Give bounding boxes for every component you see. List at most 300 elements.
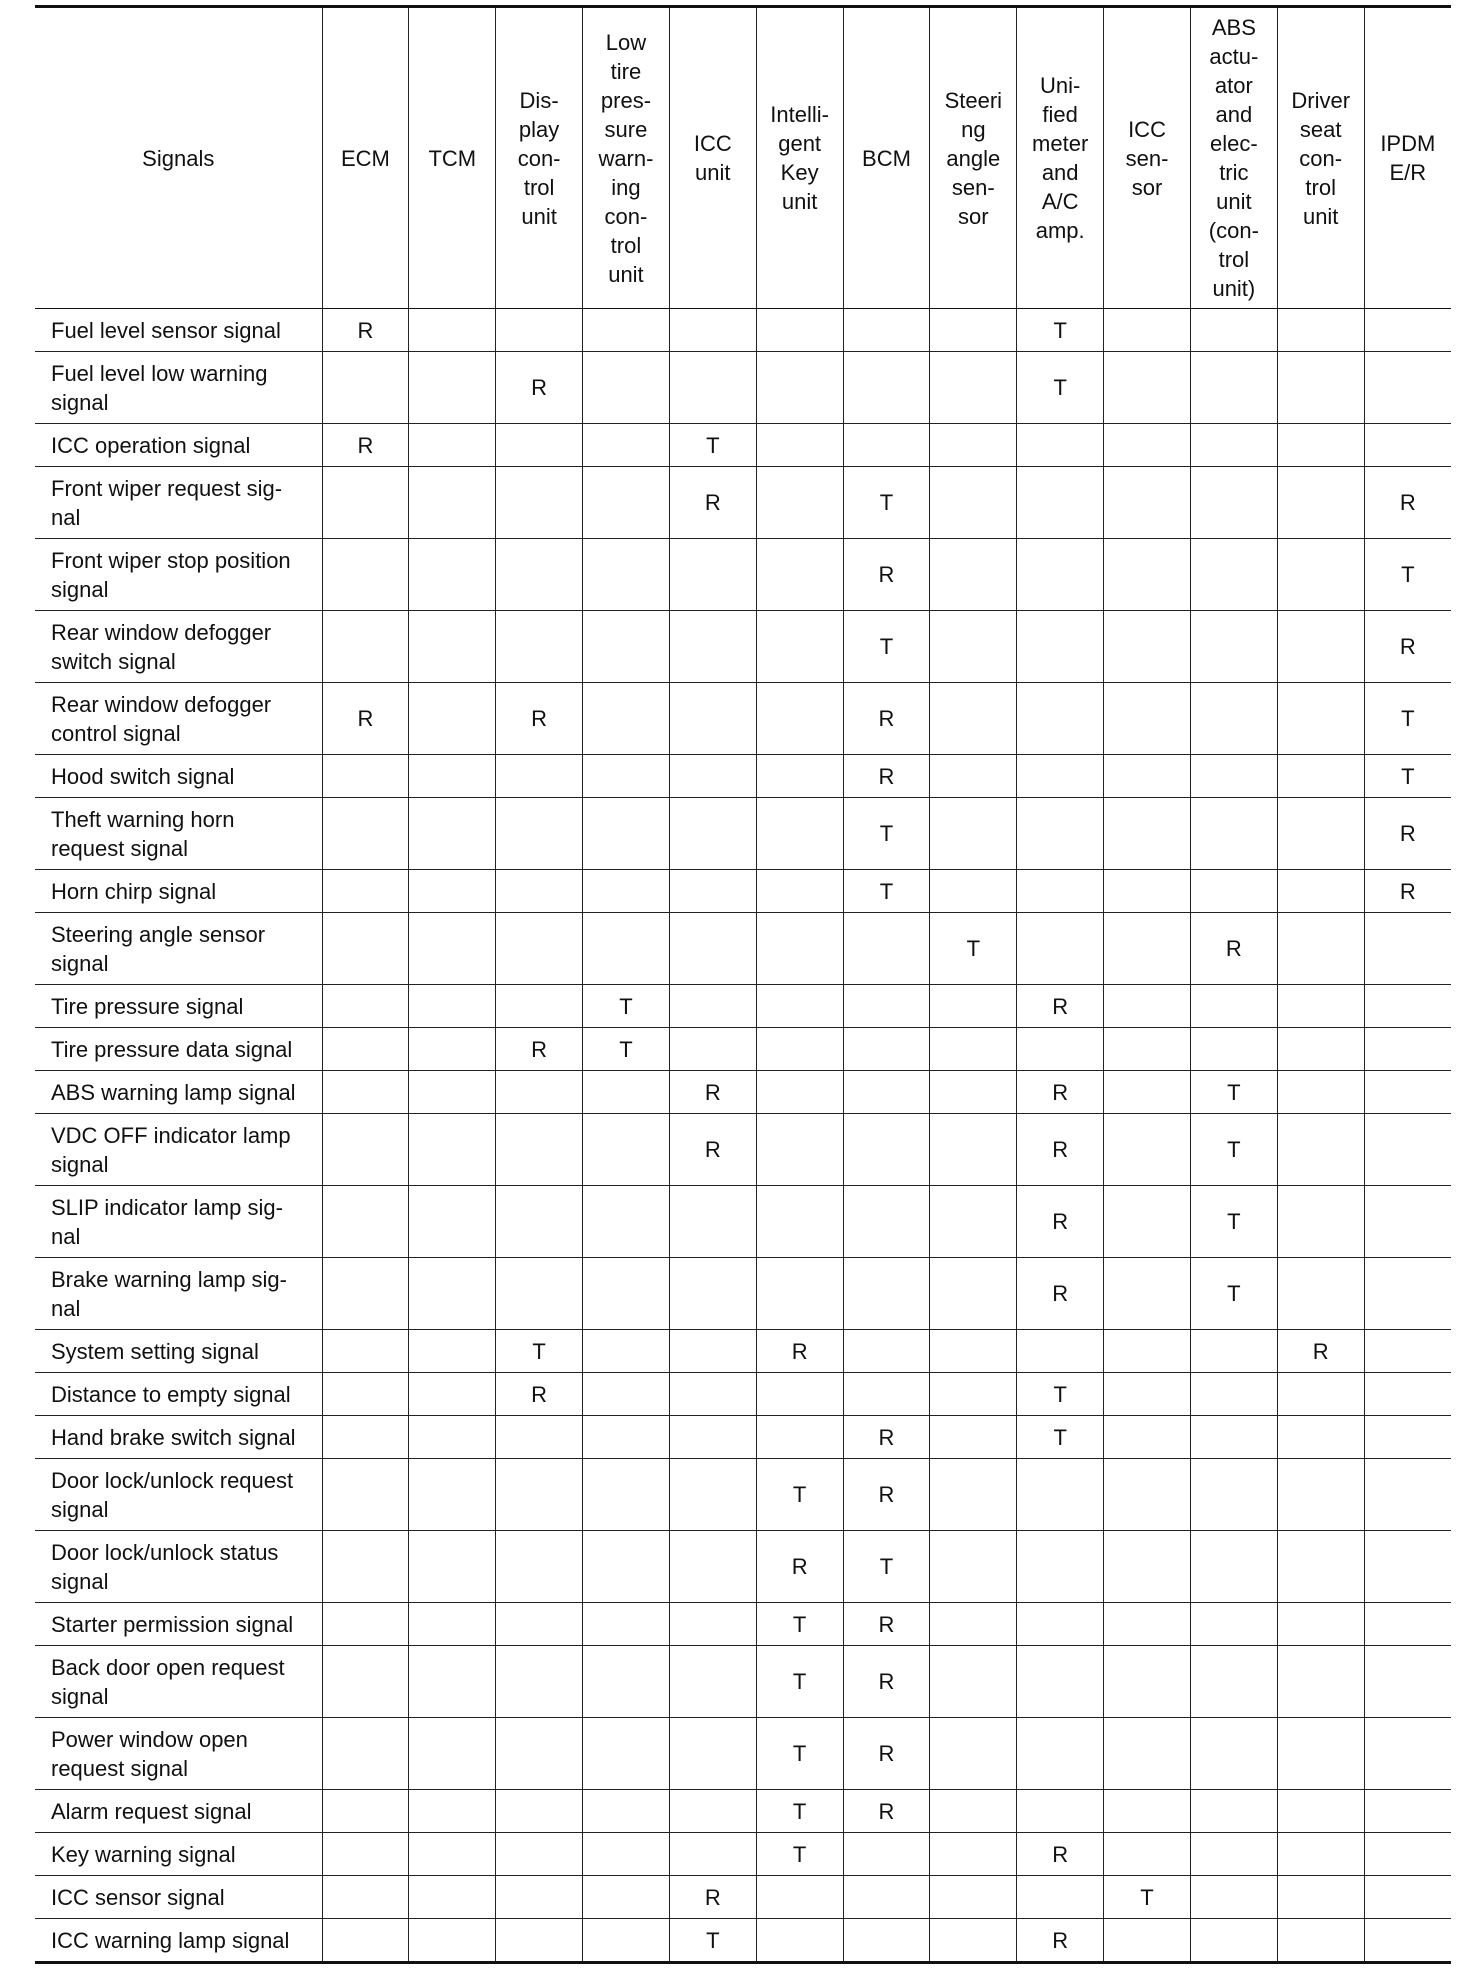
column-header-unit: ECM: [322, 7, 409, 309]
signal-name-cell: Key warning signal: [35, 1833, 322, 1876]
signal-mark-cell: [669, 1186, 756, 1258]
signal-mark-cell: T: [1364, 683, 1451, 755]
signal-name-cell: ICC warning lamp signal: [35, 1919, 322, 1963]
signal-mark-cell: [1277, 352, 1364, 424]
signal-mark-cell: [322, 352, 409, 424]
signal-mark-cell: [1190, 309, 1277, 352]
signal-mark-cell: [583, 1718, 670, 1790]
signal-mark-cell: [496, 1114, 583, 1186]
signal-mark-cell: [756, 467, 843, 539]
signal-mark-cell: [322, 1531, 409, 1603]
signal-mark-cell: [1277, 683, 1364, 755]
signal-mark-cell: [843, 309, 930, 352]
signal-mark-cell: [1364, 1718, 1451, 1790]
signal-mark-cell: [583, 913, 670, 985]
signal-mark-cell: [669, 1833, 756, 1876]
table-row: [35, 798, 1451, 870]
signal-mark-cell: [1277, 1646, 1364, 1718]
signal-mark-cell: [1364, 913, 1451, 985]
table-row: [35, 539, 1451, 611]
signal-mark-cell: [1104, 1186, 1191, 1258]
signal-mark-cell: [409, 1646, 496, 1718]
signal-mark-cell: [1017, 755, 1104, 798]
signal-mark-cell: [496, 1718, 583, 1790]
signal-mark-cell: [669, 985, 756, 1028]
table-row: [35, 309, 1451, 352]
signal-mark-cell: [1104, 1071, 1191, 1114]
signal-mark-cell: [1277, 755, 1364, 798]
signal-mark-cell: [1190, 1330, 1277, 1373]
signal-mark-cell: R: [1017, 1258, 1104, 1330]
signal-mark-cell: [409, 352, 496, 424]
signal-mark-cell: [930, 1531, 1017, 1603]
signal-mark-cell: [1364, 1071, 1451, 1114]
signal-mark-cell: [409, 539, 496, 611]
signal-mark-cell: [496, 309, 583, 352]
column-header-unit: ICC unit: [669, 7, 756, 309]
signal-mark-cell: [1104, 798, 1191, 870]
signal-mark-cell: [409, 870, 496, 913]
header-row: [35, 7, 1451, 309]
signal-mark-cell: [1190, 870, 1277, 913]
signal-mark-cell: [409, 1531, 496, 1603]
signal-mark-cell: T: [1017, 1373, 1104, 1416]
signal-mark-cell: [1104, 1833, 1191, 1876]
signal-mark-cell: [496, 1790, 583, 1833]
table-row: [35, 870, 1451, 913]
signal-mark-cell: [843, 1258, 930, 1330]
signal-mark-cell: [930, 1028, 1017, 1071]
signal-mark-cell: R: [843, 1459, 930, 1531]
column-header-unit: Low tire pres- sure warn- ing con- trol unit: [583, 7, 670, 309]
signal-mark-cell: T: [1104, 1876, 1191, 1919]
signal-name-cell: Back door open request signal: [35, 1646, 322, 1718]
signal-mark-cell: [583, 1790, 670, 1833]
signal-mark-cell: [1277, 1028, 1364, 1071]
signal-mark-cell: [1104, 1603, 1191, 1646]
signal-mark-cell: [322, 1330, 409, 1373]
signal-mark-cell: [1190, 755, 1277, 798]
signal-mark-cell: [1104, 1114, 1191, 1186]
signal-mark-cell: R: [496, 683, 583, 755]
signal-mark-cell: [496, 1459, 583, 1531]
signal-mark-cell: [1190, 985, 1277, 1028]
signal-mark-cell: [322, 1028, 409, 1071]
signal-mark-cell: [1364, 985, 1451, 1028]
signal-mark-cell: R: [669, 467, 756, 539]
signal-mark-cell: [322, 1459, 409, 1531]
signal-mark-cell: [583, 1330, 670, 1373]
table-row: [35, 611, 1451, 683]
signal-mark-cell: [930, 985, 1017, 1028]
signal-mark-cell: [843, 1071, 930, 1114]
signal-mark-cell: T: [843, 870, 930, 913]
signal-mark-cell: [756, 798, 843, 870]
signal-mark-cell: [583, 539, 670, 611]
table-row: [35, 1258, 1451, 1330]
signal-name-cell: Tire pressure data signal: [35, 1028, 322, 1071]
signal-mark-cell: [409, 467, 496, 539]
signal-mark-cell: [583, 424, 670, 467]
signal-mark-cell: [930, 1833, 1017, 1876]
signal-mark-cell: [1190, 352, 1277, 424]
signal-mark-cell: [322, 1919, 409, 1963]
signal-mark-cell: [1017, 611, 1104, 683]
signal-mark-cell: [583, 611, 670, 683]
signal-mark-cell: [1277, 1373, 1364, 1416]
signal-mark-cell: T: [930, 913, 1017, 985]
signal-mark-cell: [322, 1373, 409, 1416]
signal-mark-cell: [669, 309, 756, 352]
signal-mark-cell: [1017, 913, 1104, 985]
signal-mark-cell: [1017, 1790, 1104, 1833]
signal-mark-cell: [1104, 1258, 1191, 1330]
signal-mark-cell: [322, 1876, 409, 1919]
signal-mark-cell: [1104, 611, 1191, 683]
signal-mark-cell: [322, 1186, 409, 1258]
signal-mark-cell: [496, 1531, 583, 1603]
signal-mark-cell: [1104, 1531, 1191, 1603]
column-header-unit: Driver seat con- trol unit: [1277, 7, 1364, 309]
table-row: [35, 683, 1451, 755]
signal-mark-cell: [496, 1416, 583, 1459]
signal-mark-cell: [1277, 798, 1364, 870]
signal-mark-cell: [1364, 1790, 1451, 1833]
signal-name-cell: Door lock/unlock status signal: [35, 1531, 322, 1603]
signal-mark-cell: [756, 755, 843, 798]
signal-mark-cell: [496, 1833, 583, 1876]
signal-mark-cell: [496, 913, 583, 985]
signal-mark-cell: [496, 1258, 583, 1330]
signal-mark-cell: [1017, 539, 1104, 611]
signal-mark-cell: [843, 985, 930, 1028]
signal-mark-cell: T: [669, 424, 756, 467]
signal-mark-cell: [930, 1416, 1017, 1459]
signal-mark-cell: [843, 1186, 930, 1258]
signal-mark-cell: [669, 683, 756, 755]
signal-mark-cell: [409, 913, 496, 985]
signal-mark-cell: [322, 467, 409, 539]
table-body: [35, 309, 1451, 1963]
signal-mark-cell: [1364, 1531, 1451, 1603]
signal-mark-cell: [1104, 755, 1191, 798]
signal-mark-cell: [1104, 1646, 1191, 1718]
signal-name-cell: Front wiper stop position signal: [35, 539, 322, 611]
column-header-signals: Signals: [35, 7, 322, 309]
signal-mark-cell: [583, 1071, 670, 1114]
table-row: [35, 1876, 1451, 1919]
signal-mark-cell: [669, 870, 756, 913]
signal-mark-cell: [409, 1258, 496, 1330]
signal-mark-cell: [1364, 1330, 1451, 1373]
signal-mark-cell: [1364, 1373, 1451, 1416]
signal-mark-cell: [756, 1186, 843, 1258]
signal-mark-cell: [1364, 1258, 1451, 1330]
signal-mark-cell: [322, 1790, 409, 1833]
table-row: [35, 1603, 1451, 1646]
signal-mark-cell: T: [669, 1919, 756, 1963]
signal-mark-cell: T: [843, 467, 930, 539]
signal-mark-cell: [930, 683, 1017, 755]
signal-mark-cell: R: [669, 1114, 756, 1186]
signal-name-cell: SLIP indicator lamp sig- nal: [35, 1186, 322, 1258]
signal-mark-cell: [930, 1071, 1017, 1114]
signal-mark-cell: T: [756, 1603, 843, 1646]
signal-name-cell: Alarm request signal: [35, 1790, 322, 1833]
signal-name-cell: VDC OFF indicator lamp signal: [35, 1114, 322, 1186]
signal-mark-cell: [1277, 1114, 1364, 1186]
signal-mark-cell: [669, 755, 756, 798]
signal-mark-cell: [756, 1876, 843, 1919]
signal-mark-cell: [496, 1071, 583, 1114]
table-row: [35, 1114, 1451, 1186]
signal-mark-cell: [1277, 913, 1364, 985]
signal-mark-cell: [843, 1919, 930, 1963]
signal-mark-cell: [1017, 1028, 1104, 1071]
signal-mark-cell: [1190, 424, 1277, 467]
signal-mark-cell: T: [1017, 309, 1104, 352]
signal-mark-cell: [496, 539, 583, 611]
signal-mark-cell: [1104, 424, 1191, 467]
signal-mark-cell: T: [583, 1028, 670, 1071]
table-row: [35, 1028, 1451, 1071]
column-header-unit: Steeri ng angle sen- sor: [930, 7, 1017, 309]
signal-mark-cell: [1017, 1531, 1104, 1603]
signal-mark-cell: [1017, 1330, 1104, 1373]
signal-name-cell: Horn chirp signal: [35, 870, 322, 913]
table-row: [35, 1373, 1451, 1416]
signal-mark-cell: [322, 985, 409, 1028]
signal-mark-cell: [1364, 1603, 1451, 1646]
table-row: [35, 985, 1451, 1028]
table-row: [35, 755, 1451, 798]
signal-mark-cell: R: [496, 1028, 583, 1071]
table-row: [35, 1330, 1451, 1373]
signal-mark-cell: [496, 424, 583, 467]
signal-mark-cell: [669, 1258, 756, 1330]
signal-mark-cell: [1104, 1718, 1191, 1790]
signal-mark-cell: [930, 1459, 1017, 1531]
signal-mark-cell: [930, 1186, 1017, 1258]
signal-mark-cell: [756, 611, 843, 683]
signal-mark-cell: T: [1364, 539, 1451, 611]
signal-mark-cell: [583, 1531, 670, 1603]
signal-mark-cell: [1277, 1603, 1364, 1646]
signal-mark-cell: [1277, 467, 1364, 539]
signal-name-cell: Distance to empty signal: [35, 1373, 322, 1416]
signal-mark-cell: [409, 1373, 496, 1416]
signal-mark-cell: [409, 1416, 496, 1459]
signal-mark-cell: [756, 352, 843, 424]
signal-mark-cell: [583, 870, 670, 913]
signal-mark-cell: [409, 1186, 496, 1258]
signal-mark-cell: [496, 611, 583, 683]
column-header-unit: BCM: [843, 7, 930, 309]
signal-mark-cell: R: [322, 309, 409, 352]
signal-name-cell: Fuel level sensor signal: [35, 309, 322, 352]
signal-mark-cell: [843, 1028, 930, 1071]
signal-mark-cell: [1104, 1790, 1191, 1833]
signal-mark-cell: [669, 1416, 756, 1459]
signal-name-cell: Tire pressure signal: [35, 985, 322, 1028]
signal-mark-cell: [669, 913, 756, 985]
signal-mark-cell: [409, 755, 496, 798]
signal-mark-cell: [1364, 1919, 1451, 1963]
signal-mark-cell: [322, 1071, 409, 1114]
signal-mark-cell: [669, 352, 756, 424]
signal-mark-cell: R: [1364, 611, 1451, 683]
signal-mark-cell: [583, 1416, 670, 1459]
column-header-unit: ABS actu- ator and elec- tric unit (con- trol unit): [1190, 7, 1277, 309]
signal-mark-cell: [1277, 1833, 1364, 1876]
signal-mark-cell: [756, 870, 843, 913]
column-header-unit: TCM: [409, 7, 496, 309]
signal-mark-cell: T: [1017, 352, 1104, 424]
signal-mark-cell: [843, 424, 930, 467]
column-header-unit: Intelli- gent Key unit: [756, 7, 843, 309]
signal-mark-cell: [1190, 539, 1277, 611]
signal-mark-cell: [1277, 1258, 1364, 1330]
signal-mark-cell: R: [1364, 798, 1451, 870]
column-header-unit: Dis- play con- trol unit: [496, 7, 583, 309]
signal-mark-cell: [669, 1373, 756, 1416]
signal-mark-cell: [843, 1373, 930, 1416]
signal-mark-cell: [756, 1114, 843, 1186]
table-row: [35, 1646, 1451, 1718]
signal-mark-cell: R: [843, 683, 930, 755]
signal-mark-cell: [669, 1790, 756, 1833]
signal-mark-cell: R: [843, 1718, 930, 1790]
signal-name-cell: Door lock/unlock request signal: [35, 1459, 322, 1531]
table-row: [35, 913, 1451, 985]
signal-mark-cell: [1277, 1416, 1364, 1459]
signal-mark-cell: [1190, 1531, 1277, 1603]
signal-mark-cell: [1104, 1028, 1191, 1071]
signal-mark-cell: R: [1364, 467, 1451, 539]
signal-mark-cell: T: [756, 1646, 843, 1718]
signal-mark-cell: R: [669, 1876, 756, 1919]
signal-mark-cell: [930, 352, 1017, 424]
signal-mark-cell: [1104, 1416, 1191, 1459]
table-row: [35, 1790, 1451, 1833]
signal-mark-cell: R: [756, 1531, 843, 1603]
signal-mark-cell: [930, 309, 1017, 352]
signal-mark-cell: T: [756, 1790, 843, 1833]
signal-mark-cell: [409, 1919, 496, 1963]
signal-mark-cell: [1364, 1833, 1451, 1876]
signal-mark-cell: [1364, 352, 1451, 424]
signal-mark-cell: [1364, 1646, 1451, 1718]
signal-mark-cell: [409, 1718, 496, 1790]
signal-mark-cell: R: [756, 1330, 843, 1373]
signal-mark-cell: [583, 1373, 670, 1416]
signal-mark-cell: [930, 1373, 1017, 1416]
signal-mark-cell: [409, 1114, 496, 1186]
signal-mark-cell: [409, 985, 496, 1028]
signal-mark-cell: [930, 755, 1017, 798]
signal-mark-cell: T: [843, 611, 930, 683]
signal-chart-table: [35, 5, 1451, 1964]
signal-mark-cell: T: [1190, 1114, 1277, 1186]
signal-mark-cell: T: [843, 798, 930, 870]
signal-mark-cell: [409, 1790, 496, 1833]
signal-mark-cell: [756, 683, 843, 755]
signal-mark-cell: [583, 1459, 670, 1531]
signal-mark-cell: T: [1190, 1071, 1277, 1114]
signal-mark-cell: [756, 1028, 843, 1071]
signal-mark-cell: [1104, 870, 1191, 913]
signal-mark-cell: [1277, 309, 1364, 352]
signal-mark-cell: [1277, 870, 1364, 913]
signal-mark-cell: [1277, 611, 1364, 683]
signal-mark-cell: R: [843, 755, 930, 798]
signal-mark-cell: [1190, 1919, 1277, 1963]
column-header-unit: Uni- fied meter and A/C amp.: [1017, 7, 1104, 309]
signal-mark-cell: [496, 1603, 583, 1646]
signal-mark-cell: T: [756, 1459, 843, 1531]
signal-mark-cell: [409, 309, 496, 352]
signal-mark-cell: [1017, 1718, 1104, 1790]
signal-mark-cell: [1104, 985, 1191, 1028]
signal-mark-cell: [756, 1373, 843, 1416]
signal-name-cell: Power window open request signal: [35, 1718, 322, 1790]
signal-mark-cell: R: [843, 1603, 930, 1646]
signal-mark-cell: [583, 1646, 670, 1718]
signal-mark-cell: [1277, 1459, 1364, 1531]
signal-mark-cell: [1190, 1459, 1277, 1531]
signal-mark-cell: [669, 1603, 756, 1646]
signal-mark-cell: R: [1017, 985, 1104, 1028]
signal-mark-cell: [583, 1876, 670, 1919]
signal-mark-cell: [930, 870, 1017, 913]
signal-mark-cell: [1364, 1416, 1451, 1459]
signal-mark-cell: [930, 1603, 1017, 1646]
signal-mark-cell: [409, 1330, 496, 1373]
table-row: [35, 352, 1451, 424]
signal-mark-cell: [1364, 1186, 1451, 1258]
signal-mark-cell: [669, 1531, 756, 1603]
signal-mark-cell: [409, 1459, 496, 1531]
signal-mark-cell: [1190, 1603, 1277, 1646]
signal-mark-cell: [496, 985, 583, 1028]
signal-mark-cell: [583, 1919, 670, 1963]
signal-name-cell: ABS warning lamp signal: [35, 1071, 322, 1114]
signal-name-cell: Front wiper request sig- nal: [35, 467, 322, 539]
signal-mark-cell: [496, 1186, 583, 1258]
signal-mark-cell: T: [1017, 1416, 1104, 1459]
signal-mark-cell: [583, 1258, 670, 1330]
signal-mark-cell: [583, 467, 670, 539]
signal-mark-cell: T: [843, 1531, 930, 1603]
can-signal-table-page: [35, 5, 1451, 1964]
signal-mark-cell: [583, 1186, 670, 1258]
signal-mark-cell: [409, 1071, 496, 1114]
table-row: [35, 424, 1451, 467]
table-row: [35, 1919, 1451, 1963]
signal-mark-cell: [930, 467, 1017, 539]
signal-mark-cell: [1277, 1071, 1364, 1114]
signal-mark-cell: [1277, 1919, 1364, 1963]
signal-name-cell: Brake warning lamp sig- nal: [35, 1258, 322, 1330]
signal-mark-cell: [1104, 1330, 1191, 1373]
signal-mark-cell: [1190, 467, 1277, 539]
signal-name-cell: Fuel level low warning signal: [35, 352, 322, 424]
signal-mark-cell: [496, 1919, 583, 1963]
signal-mark-cell: [583, 798, 670, 870]
signal-mark-cell: [583, 1833, 670, 1876]
signal-mark-cell: R: [843, 1646, 930, 1718]
signal-mark-cell: [1017, 1646, 1104, 1718]
